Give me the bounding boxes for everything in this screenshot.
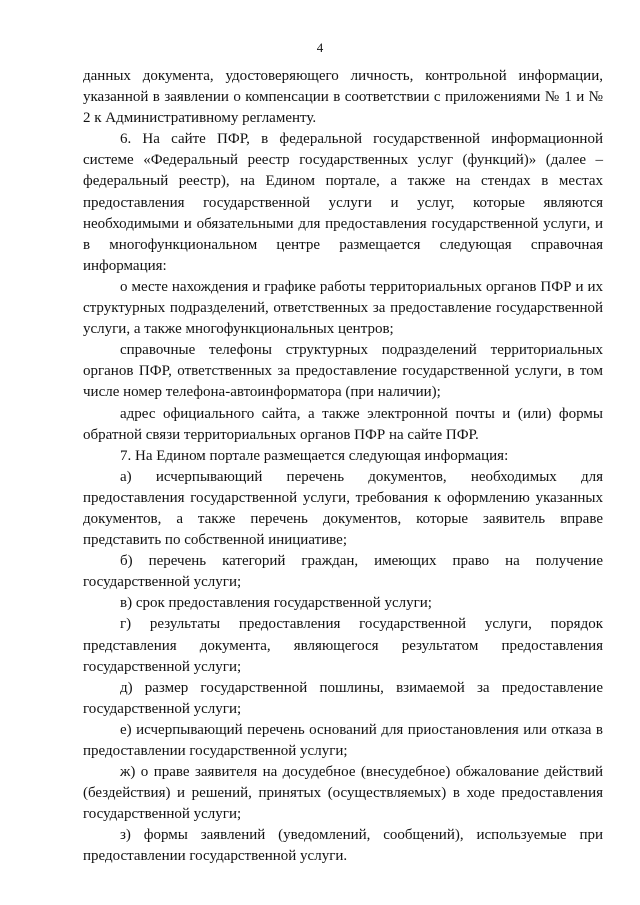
list-item-a: а) исчерпывающий перечень документов, необходимых для предоставления государственной услуги, требования к оформлению указанных документов, а также перечень документов, которые заявитель вправе представить по собственной инициативе; bbox=[83, 468, 603, 549]
document-body bbox=[83, 66, 603, 868]
page-number: 4 bbox=[316, 40, 324, 55]
list-item-e: е) исчерпывающий перечень оснований для приостановления или отказа в предоставлении государственной услуги; bbox=[83, 721, 603, 759]
list-item-v: в) срок предоставления государственной услуги; bbox=[120, 595, 432, 612]
list-item-z: з) формы заявлений (уведомлений, сообщений), используемые при предоставлении государственной услуги. bbox=[83, 827, 603, 865]
paragraph-item-6: 6. На сайте ПФР, в федеральной государственной информационной системе «Федеральный реестр государственных услуг (функций)» (далее – федеральный реестр), на Едином портале, а также на стендах в местах предоставления государственной услуги и услуг, которые являются необходимыми и обязательными для предоставления государственной услуги, и в многофункциональном центре размещается следующая справочная информация: bbox=[83, 131, 603, 274]
paragraph-item-7: 7. На Едином портале размещается следующая информация: bbox=[120, 447, 509, 464]
list-item-zh: ж) о праве заявителя на досудебное (внесудебное) обжалование действий (бездействия) и решений, принятых (осуществляемых) в ходе предоставления государственной услуги; bbox=[83, 764, 603, 823]
list-item-d: д) размер государственной пошлины, взимаемой за предоставление государственной услуги; bbox=[83, 679, 603, 717]
paragraph-website: адрес официального сайта, а также электронной почты и (или) формы обратной связи территориальных органов ПФР на сайте ПФР. bbox=[83, 405, 603, 443]
list-item-b: б) перечень категорий граждан, имеющих право на получение государственной услуги; bbox=[83, 553, 603, 591]
paragraph-location-schedule: о месте нахождения и графике работы территориальных органов ПФР и их структурных подразделений, ответственных за предоставление государственной услуги, а также многофункциональных центров; bbox=[83, 278, 603, 338]
list-item-g: г) результаты предоставления государственной услуги, порядок представления документа, являющегося результатом предоставления государственной услуги; bbox=[83, 616, 603, 675]
paragraph-phones: справочные телефоны структурных подразделений территориальных органов ПФР, ответственных за предоставление государственной услуги, в том числе номер телефона-автоинформатора (при наличии); bbox=[83, 342, 603, 401]
paragraph-continued: данных документа, удостоверяющего личность, контрольной информации, указанной в заявлении о компенсации в соответствии с приложениями № 1 и № 2 к Административному регламенту. bbox=[83, 68, 603, 127]
